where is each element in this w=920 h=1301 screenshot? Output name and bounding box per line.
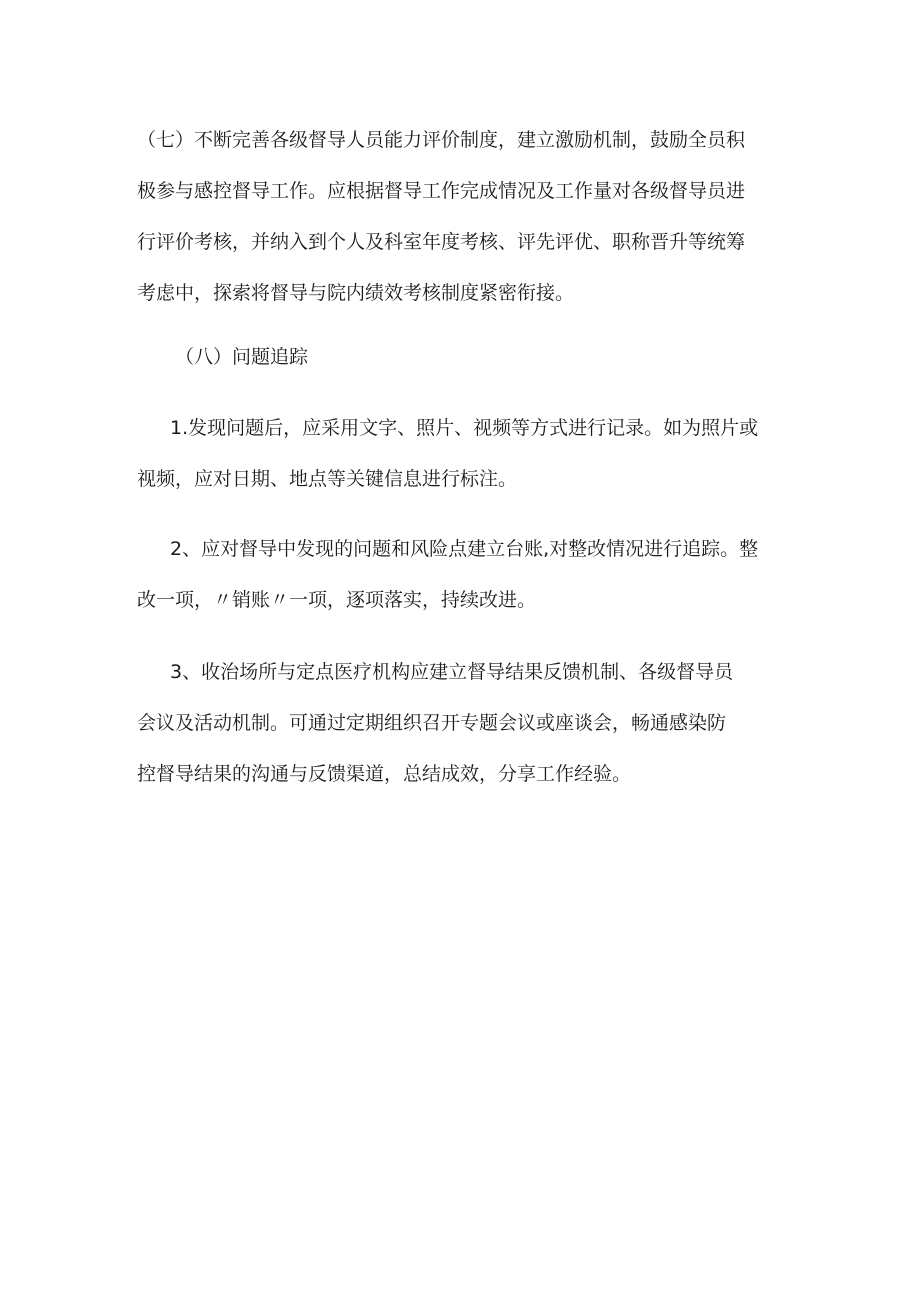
paragraph-item-3 <box>137 647 797 800</box>
paragraph-7-incentive <box>137 115 797 319</box>
text-line: 改一项，〃销账〃一项，逐项落实，持续改进。 <box>137 589 537 611</box>
paragraph-item-2 <box>137 524 797 626</box>
section-heading-8 <box>175 332 835 383</box>
text-line: 2、应对督导中发现的问题和风险点建立台账,对整改情况进行追踪。整 <box>170 538 759 560</box>
paragraph-item-1 <box>137 403 797 505</box>
text-line: 视频，应对日期、地点等关键信息进行标注。 <box>137 468 518 490</box>
text-line: 极参与感控督导工作。应根据督导工作完成情况及工作量对各级督导员进 <box>137 180 746 202</box>
text-line: 控督导结果的沟通与反馈渠道，总结成效，分享工作经验。 <box>137 763 632 785</box>
text-line: 行评价考核，并纳入到个人及科室年度考核、评先评优、职称晋升等统筹 <box>137 231 746 253</box>
text-line: （七）不断完善各级督导人员能力评价制度，建立激励机制，鼓励全员积 <box>137 129 746 151</box>
text-line: 3、收治场所与定点医疗机构应建立督导结果反馈机制、各级督导员 <box>170 661 734 683</box>
heading-text: （八）问题追踪 <box>175 346 309 368</box>
text-line: 1.发现问题后，应采用文字、照片、视频等方式进行记录。如为照片或 <box>170 417 759 439</box>
text-line: 考虑中，探索将督导与院内绩效考核制度紧密衔接。 <box>137 282 575 304</box>
text-line: 会议及活动机制。可通过定期组织召开专题会议或座谈会，畅通感染防 <box>137 712 727 734</box>
